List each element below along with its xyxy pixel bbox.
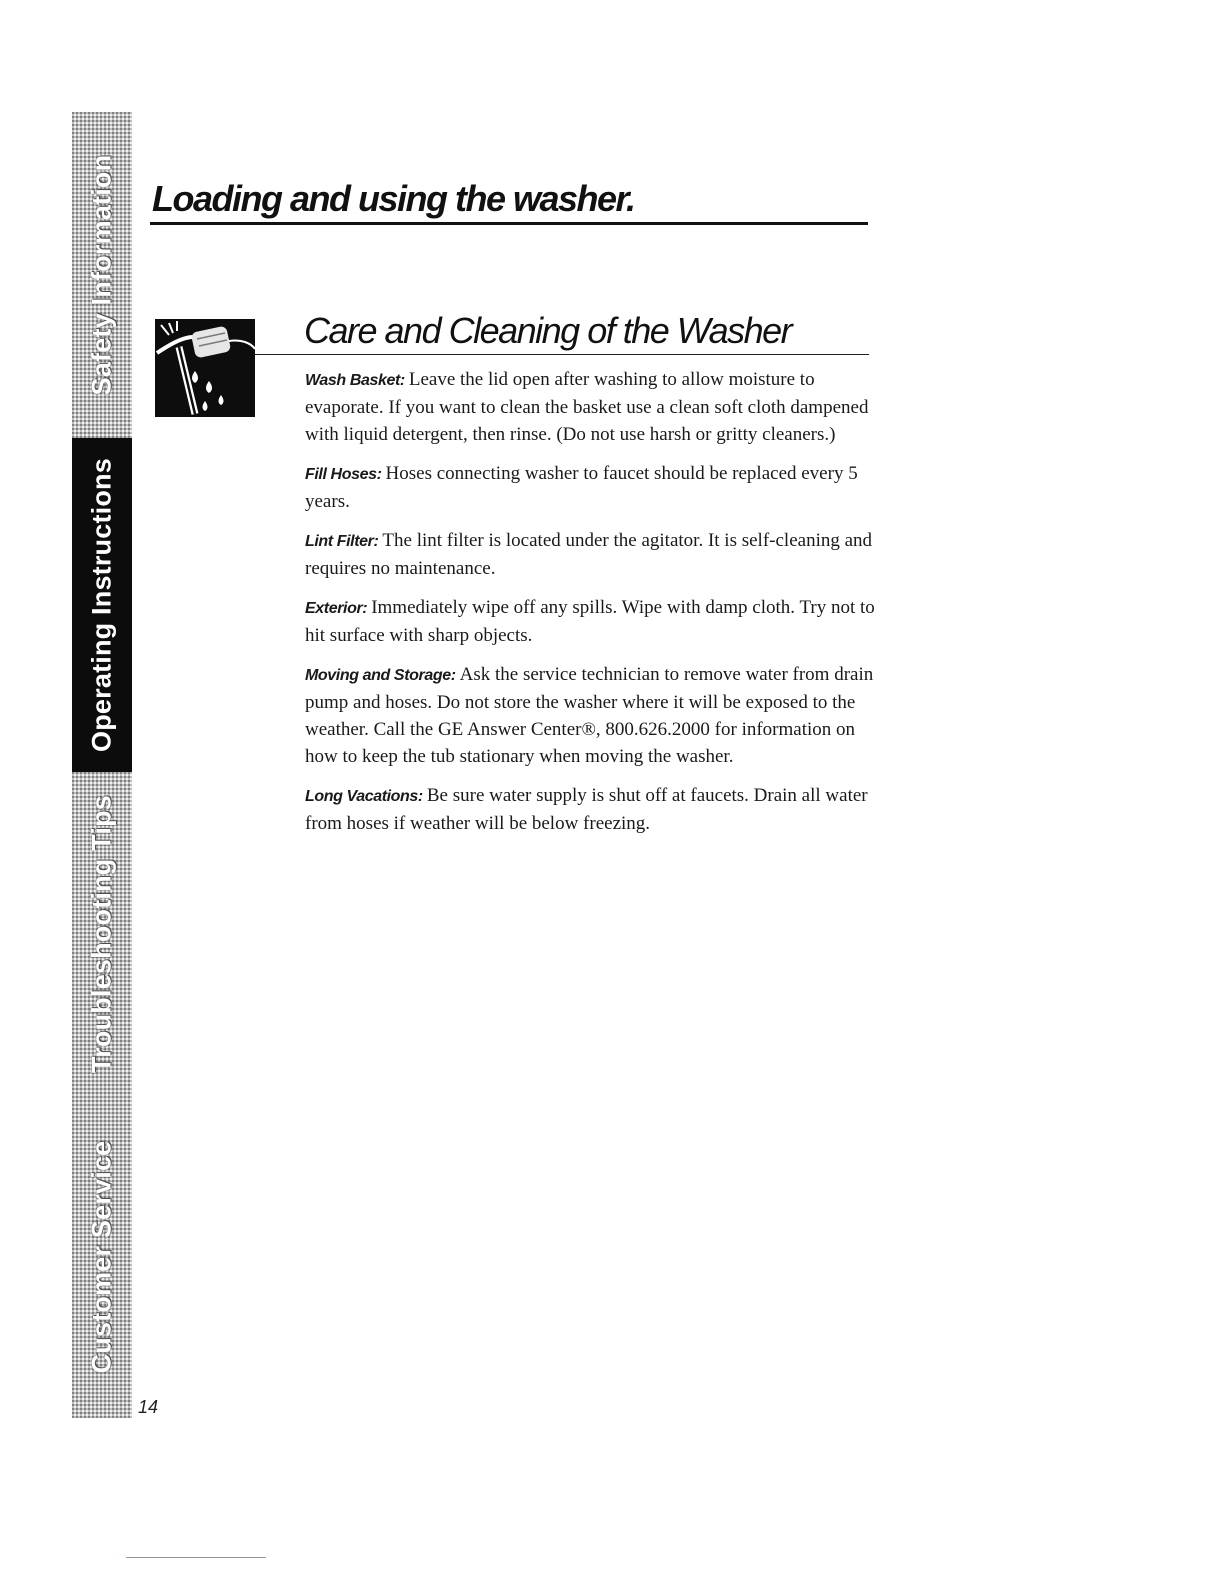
tab-label: Customer Service [86, 1140, 117, 1374]
paragraph-lead: Wash Basket: [305, 372, 405, 389]
paragraph-text: Immediately wipe off any spills. Wipe with damp cloth. Try not to hit surface with sharp objects. [305, 597, 875, 646]
sidebar-section-tabs [72, 112, 132, 1418]
care-instructions [305, 366, 875, 849]
paragraph-lead: Exterior: [305, 600, 368, 617]
tab-label: Safety Information [86, 154, 117, 396]
paragraph-text: The lint filter is located under the agitator. It is self-cleaning and requires no maintenance. [305, 530, 873, 579]
tab-operating-instructions[interactable] [72, 438, 132, 772]
washing-hand-icon [155, 319, 255, 417]
paragraph-text: Be sure water supply is shut off at faucets. Drain all water from hoses if weather will be below freezing. [305, 785, 868, 834]
paragraph-text: Ask the service technician to remove water from drain pump and hoses. Do not store the washer where it will be exposed to the weather. Call the GE Answer Center®, 800.626.2000 for information on how to keep the tub stationary when moving the washer. [305, 664, 874, 767]
paragraph-exterior [305, 594, 875, 649]
paragraph-text: Leave the lid open after washing to allow moisture to evaporate. If you want to clean the basket use a clean soft cloth dampened with liquid detergent, then rinse. (Do not use harsh or gritty cleaners.) [305, 369, 869, 445]
paragraph-lint-filter [305, 527, 875, 582]
paragraph-text: Hoses connecting washer to faucet should be replaced every 5 years. [305, 463, 858, 512]
paragraph-lead: Fill Hoses: [305, 466, 382, 483]
tab-customer-service[interactable] [72, 1096, 132, 1418]
paragraph-lead: Long Vacations: [305, 788, 423, 805]
tab-safety-information[interactable] [72, 112, 132, 438]
tab-troubleshooting-tips[interactable] [72, 772, 132, 1096]
paragraph-lead: Lint Filter: [305, 533, 379, 550]
paragraph-lead: Moving and Storage: [305, 667, 456, 684]
section-title: Care and Cleaning of the Washer [304, 310, 792, 351]
paragraph-moving-and-storage [305, 661, 875, 770]
page-title: Loading and using the washer. [152, 178, 635, 219]
tab-label: Troubleshooting Tips [86, 795, 117, 1073]
paragraph-long-vacations [305, 782, 875, 837]
tab-label: Operating Instructions [86, 458, 117, 752]
paragraph-fill-hoses [305, 460, 875, 515]
section-rule [255, 354, 869, 355]
scan-edge-line [126, 1557, 266, 1558]
page-number: 14 [138, 1397, 159, 1417]
paragraph-wash-basket [305, 366, 875, 448]
title-rule [150, 222, 868, 225]
